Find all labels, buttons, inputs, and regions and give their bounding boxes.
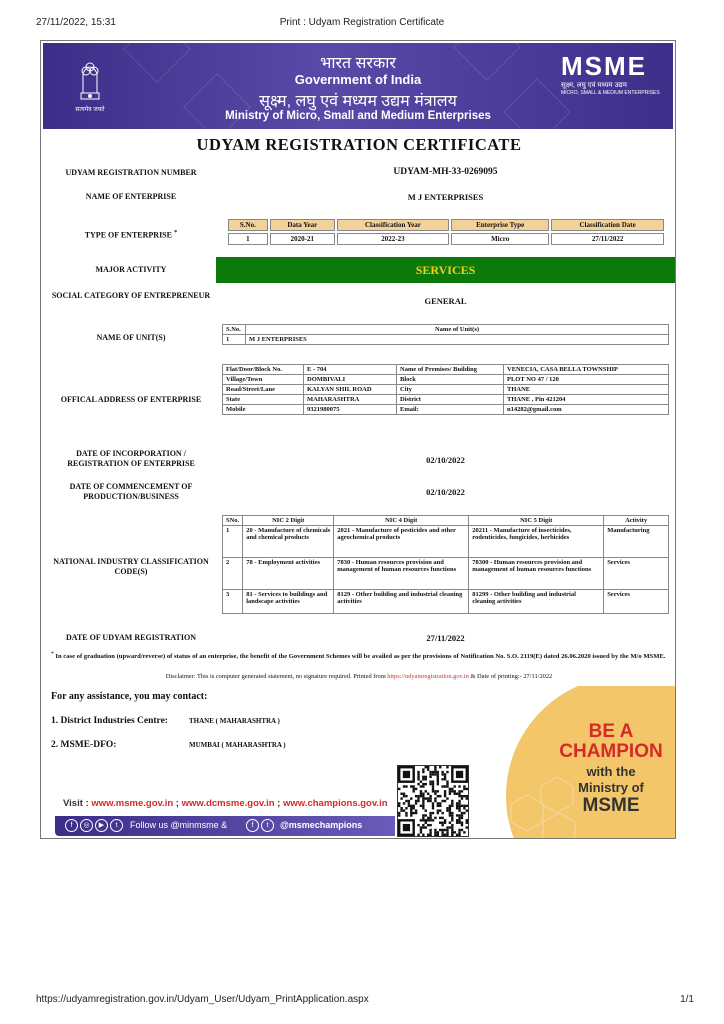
- msme-logo-text: MSME: [561, 51, 647, 81]
- ent-cell: 2022-23: [337, 233, 449, 245]
- addr-val: THANE: [504, 385, 669, 395]
- visit-links: [63, 798, 388, 809]
- facebook-icon[interactable]: f: [246, 819, 259, 832]
- table-row: [223, 335, 669, 345]
- disclaimer: [41, 673, 676, 680]
- incorporation-label: DATE OF INCORPORATION / REGISTRATION OF ENTERPRISE: [67, 449, 195, 468]
- type-label-text: TYPE OF ENTERPRISE: [84, 230, 172, 240]
- nic-cell: 81299 - Other building and industrial cleaning activities: [469, 590, 604, 614]
- msme-logo: [561, 53, 661, 96]
- ent-header: S.No.: [228, 219, 268, 231]
- major-label: MAJOR ACTIVITY: [95, 265, 167, 274]
- type-star: *: [173, 229, 178, 236]
- follow-text-1: Follow us @minmsme &: [130, 820, 228, 830]
- units-table: [222, 324, 669, 345]
- ministry-banner: [43, 43, 673, 129]
- sep: ;: [173, 798, 182, 809]
- nic-header: SNo.: [223, 516, 243, 526]
- addr-val: KALYAN SHIL ROAD: [304, 385, 397, 395]
- addr-key: Village/Town: [223, 375, 304, 385]
- incorporation-value: 02/10/2022: [426, 455, 465, 465]
- dfo-label: 2. MSME-DFO:: [51, 740, 117, 750]
- addr-key: District: [397, 395, 504, 405]
- addr-val: VENECIA, CASA BELLA TOWNSHIP: [504, 365, 669, 375]
- social-value: GENERAL: [424, 296, 467, 306]
- nic-cell: 1: [223, 526, 243, 558]
- gov-title: Government of India: [294, 72, 422, 87]
- addr-key: State: [223, 395, 304, 405]
- table-row: [223, 375, 669, 385]
- nic-cell: Services: [604, 558, 669, 590]
- addr-val: 9321980075: [304, 405, 397, 415]
- champion-line1: BE A: [588, 721, 634, 742]
- table-row: [223, 526, 669, 558]
- nic-cell: 20 - Manufacture of chemicals and chemical products: [243, 526, 334, 558]
- print-url: https://udyamregistration.gov.in/Udyam_User/Udyam_PrintApplication.aspx: [36, 994, 369, 1005]
- champion-line3: with the: [586, 764, 636, 779]
- site-link-msme[interactable]: www.msme.gov.in: [91, 798, 174, 809]
- ent-cell: 2020-21: [270, 233, 335, 245]
- hindi-ministry-title: सूक्ष्म, लघु एवं मध्यम उद्यम मंत्रालय: [259, 93, 457, 110]
- follow-text-2: @msmechampions: [280, 820, 363, 830]
- msme-logo-hindi: सूक्ष्म, लघु एवं मध्यम उद्यम: [561, 82, 627, 89]
- addr-val: MAHARASHTRA: [304, 395, 397, 405]
- msme-logo-sub: MICRO, SMALL & MEDIUM ENTERPRISES: [561, 90, 660, 96]
- champion-line5: MSME: [582, 795, 640, 816]
- nic-cell: 2: [223, 558, 243, 590]
- nic-cell: 8129 - Other building and industrial cleaning activities: [334, 590, 469, 614]
- print-page-number: 1/1: [680, 994, 694, 1005]
- ent-header: Classification Date: [551, 219, 664, 231]
- note-star: *: [51, 651, 54, 657]
- name-label: NAME OF ENTERPRISE: [85, 192, 177, 201]
- ent-header: Enterprise Type: [451, 219, 549, 231]
- name-value: M J ENTERPRISES: [407, 192, 484, 202]
- addr-val: DOMBIVALI: [304, 375, 397, 385]
- addr-val: PLOT NO 47 / 120: [504, 375, 669, 385]
- ent-header: Classification Year: [337, 219, 449, 231]
- nic-header: NIC 4 Digit: [334, 516, 469, 526]
- nic-cell: 2021 - Manufacture of pesticides and other agrochemical products: [334, 526, 469, 558]
- ministry-title: Ministry of Micro, Small and Medium Enterprises: [225, 110, 491, 122]
- ent-cell: Micro: [451, 233, 549, 245]
- qr-code: [397, 765, 469, 837]
- certificate: [40, 40, 676, 839]
- twitter-icon[interactable]: t: [110, 819, 123, 832]
- table-row: [223, 558, 669, 590]
- addr-val: E - 704: [304, 365, 397, 375]
- addr-key: Mobile: [223, 405, 304, 415]
- udyam-date-label: DATE OF UDYAM REGISTRATION: [65, 633, 196, 642]
- champion-line4: Ministry of: [578, 780, 644, 795]
- table-row: [223, 405, 669, 415]
- print-datetime: 27/11/2022, 15:31: [36, 17, 116, 28]
- nic-cell: 7830 - Human resources provision and management of human resources functions: [334, 558, 469, 590]
- print-footer: [0, 994, 724, 1008]
- facebook-icon[interactable]: f: [65, 819, 78, 832]
- table-row: [228, 233, 664, 245]
- addr-val: n14282@gmail.com: [504, 405, 669, 415]
- nic-header: NIC 2 Digit: [243, 516, 334, 526]
- address-label: OFFICAL ADDRESS OF ENTERPRISE: [60, 395, 202, 404]
- addr-key: City: [397, 385, 504, 395]
- nic-table: [222, 515, 669, 614]
- units-label: NAME OF UNIT(S): [96, 333, 166, 342]
- social-follow-bar: [55, 816, 395, 836]
- units-header: Name of Unit(s): [246, 325, 669, 335]
- dic-label: 1. District Industries Centre:: [51, 716, 168, 726]
- nic-header: Activity: [604, 516, 669, 526]
- nic-cell: 81 - Services to buildings and landscape activities: [243, 590, 334, 614]
- nic-header: NIC 5 Digit: [469, 516, 604, 526]
- table-row: [223, 395, 669, 405]
- reg-no-label: UDYAM REGISTRATION NUMBER: [65, 168, 197, 177]
- addr-key: Name of Premises/ Building: [397, 365, 504, 375]
- print-title: Print : Udyam Registration Certificate: [279, 17, 445, 28]
- disclaimer-text: Disclaimer: This is computer generated statement, no signature required. Printed from: [165, 673, 388, 680]
- table-row: [223, 385, 669, 395]
- nic-cell: 78300 - Human resources provision and management of human resources functions: [469, 558, 604, 590]
- nic-cell: Services: [604, 590, 669, 614]
- nic-cell: 3: [223, 590, 243, 614]
- nic-label: NATIONAL INDUSTRY CLASSIFICATION CODE(S): [53, 557, 209, 576]
- youtube-icon[interactable]: ▶: [95, 819, 108, 832]
- major-activity-value: SERVICES: [216, 257, 675, 283]
- site-link-champions[interactable]: www.champions.gov.in: [283, 798, 388, 809]
- addr-key: Email:: [397, 405, 504, 415]
- emblem-motto: सत्यमेव जयते: [75, 107, 105, 113]
- dic-value: THANE ( MAHARASHTRA ): [189, 717, 280, 725]
- assistance-heading: For any assistance, you may contact:: [51, 691, 208, 702]
- units-header: S.No.: [223, 325, 246, 335]
- certificate-title: UDYAM REGISTRATION CERTIFICATE: [196, 135, 522, 154]
- commencement-label: DATE OF COMMENCEMENT OF PRODUCTION/BUSINESS: [69, 482, 193, 501]
- ent-header: Data Year: [270, 219, 335, 231]
- print-header: [0, 17, 724, 31]
- champion-line2: CHAMPION: [559, 741, 663, 762]
- units-cell: 1: [223, 335, 246, 345]
- address-table: [222, 364, 669, 415]
- addr-key: Road/Street/Lane: [223, 385, 304, 395]
- table-row: [223, 590, 669, 614]
- disclaimer-date: & Date of printing:- 27/11/2022: [468, 673, 553, 680]
- table-row: [223, 365, 669, 375]
- note-text: In case of graduation (upward/reverse) of status of an enterprise, the benefit of the Government Schemes will be availed as per the provisions of Notification No. S.O. 2119(E) dated 26.06.2020 issued by the M/o MSME.: [55, 653, 666, 661]
- nic-cell: 20211 - Manufacture of insecticides, rodenticides, fungicides, herbicides: [469, 526, 604, 558]
- ent-cell: 27/11/2022: [551, 233, 664, 245]
- hindi-gov-title: भारत सरकार: [320, 55, 396, 72]
- nic-cell: 78 - Employment activities: [243, 558, 334, 590]
- site-link-dcmsme[interactable]: www.dcmsme.gov.in: [181, 798, 275, 809]
- social-label: SOCIAL CATEGORY OF ENTREPRENEUR: [51, 291, 211, 300]
- sep: ;: [274, 798, 283, 809]
- twitter-icon[interactable]: t: [261, 819, 274, 832]
- units-cell: M J ENTERPRISES: [246, 335, 669, 345]
- graduation-note: [51, 650, 671, 661]
- disclaimer-link[interactable]: https://udyamregistration.gov.in: [387, 673, 469, 680]
- visit-label: Visit :: [63, 798, 92, 809]
- dfo-value: MUMBAI ( MAHARASHTRA ): [189, 741, 286, 749]
- addr-key: Flat/Door/Block No.: [223, 365, 304, 375]
- ent-cell: 1: [228, 233, 268, 245]
- udyam-date-value: 27/11/2022: [426, 633, 465, 643]
- addr-key: Block: [397, 375, 504, 385]
- instagram-icon[interactable]: ◎: [80, 819, 93, 832]
- enterprise-table: [226, 217, 666, 247]
- reg-no-value: UDYAM-MH-33-0269095: [393, 167, 498, 177]
- nic-cell: Manufacturing: [604, 526, 669, 558]
- commencement-value: 02/10/2022: [426, 487, 465, 497]
- type-label: [51, 228, 211, 241]
- addr-val: THANE , Pin 421204: [504, 395, 669, 405]
